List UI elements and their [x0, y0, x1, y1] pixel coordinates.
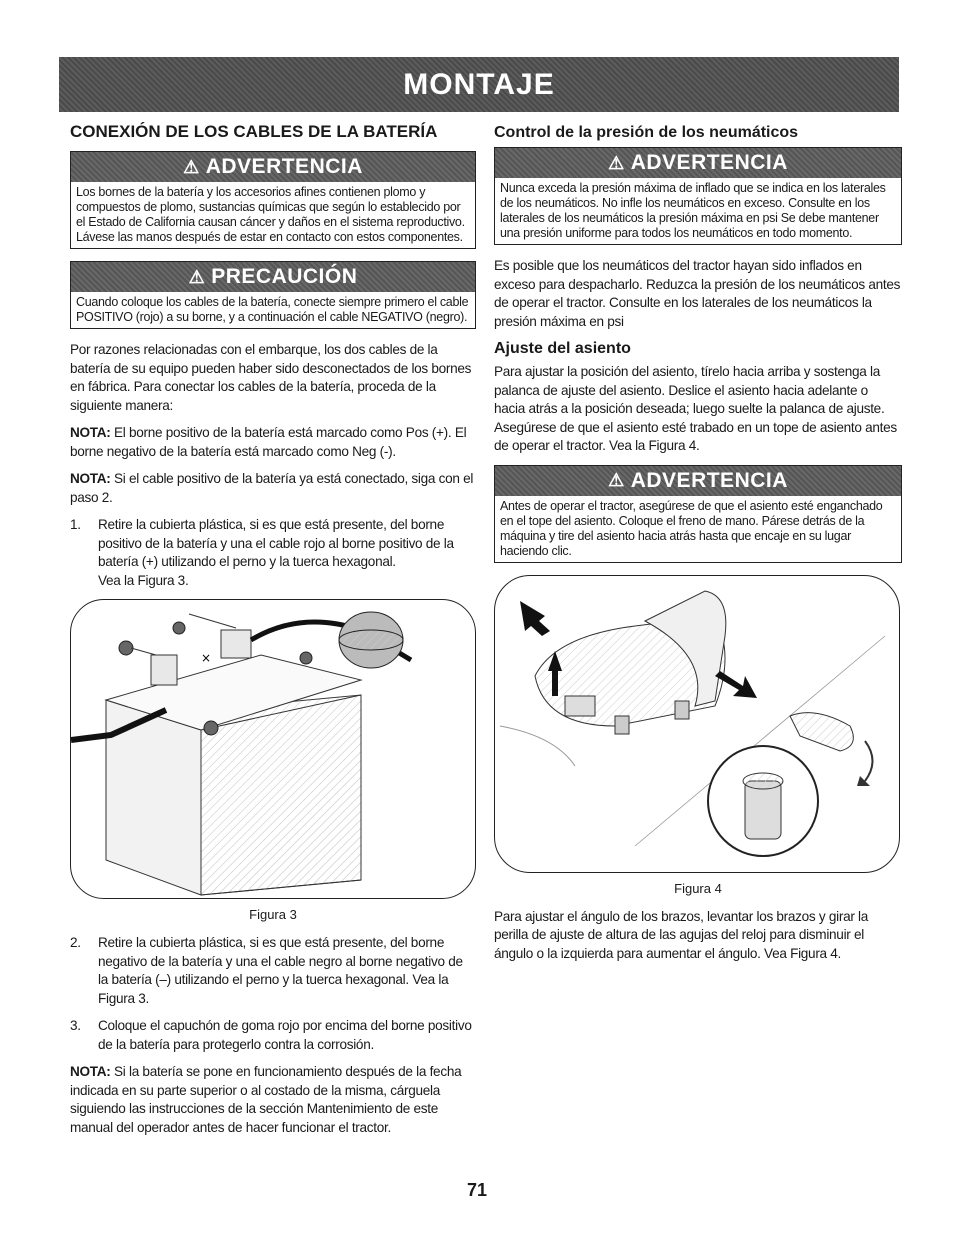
note-2: [70, 470, 476, 507]
figure-3-battery: [70, 599, 476, 899]
note-3: [70, 1063, 476, 1137]
arm-text: Para ajustar el ángulo de los brazos, levantar los brazos y girar la perilla de ajuste de altura de las agujas del reloj para disminuir el ángulo o la izquierda para aumentar el ángulo. Vea Figura 4.: [494, 908, 869, 961]
step-number: 3.: [70, 1018, 81, 1033]
caution-text: Cuando coloque los cables de la batería, conecte siempre primero el cable POSITIVO (rojo) a su borne, y a continuación el cable NEGATIVO (negro).: [76, 295, 469, 324]
warning-triangle-icon: ⚠: [608, 152, 625, 173]
seat-warning-box: [494, 465, 902, 563]
battery-illustration: [71, 600, 475, 898]
warning-title: ADVERTENCIA: [630, 151, 788, 174]
figure-minus-mark: ×: [201, 651, 212, 665]
step-2: [70, 934, 476, 1008]
note-label: NOTA:: [70, 425, 111, 440]
warning-triangle-icon: ⚠: [608, 470, 625, 490]
step-text: Coloque el capuchón de goma rojo por encima del borne positivo de la batería para protegerlo contra la corrosión.: [98, 1018, 472, 1052]
step-3: [70, 1017, 476, 1054]
arrow-back-icon: [520, 601, 550, 636]
figure-4-caption: Figura 4: [674, 880, 722, 896]
warning-header: [495, 148, 901, 178]
battery-heading: CONEXIÓN DE LOS CABLES DE LA BATERÍA: [70, 122, 438, 141]
tire-text: Es posible que los neumáticos del tractor hayan sido inflados en exceso para despacharlo. Reduzca la presión de los neumáticos antes de operar el tractor. Consulte en los laterales de los neumáticos la presión máxima en psi: [494, 258, 901, 329]
caution-title: PRECAUCIÓN: [211, 265, 358, 288]
step-1: [70, 516, 476, 590]
figure-3-caption: Figura 3: [249, 907, 297, 922]
warning-triangle-icon: ⚠: [188, 266, 206, 287]
warning-header: [495, 466, 901, 496]
warning-title: ADVERTENCIA: [630, 468, 788, 492]
adjust-knob: [745, 781, 781, 839]
right-column: [494, 122, 902, 972]
note-1: [70, 424, 476, 461]
warning-text: Antes de operar el tractor, asegúrese de que el asiento esté enganchado en el tope del asiento. Coloque el freno de mano. Párese detrás de la máquina y tire del asiento hacia atrás hasta que encaje en su lugar haciendo clic.: [500, 498, 883, 558]
rotate-arrow-icon: [865, 741, 873, 781]
note-text: El borne positivo de la batería está marcado como Pos (+). El borne negativo de la batería está marcado como Neg (-).: [70, 425, 467, 459]
seat-text: Para ajustar la posición del asiento, tírelo hacia arriba y sostenga la palanca de ajuste del asiento. Deslice el asiento hacia adelante o hacia atrás a la posición deseada; luego suelte la palanca de ajuste. Asegúrese de que el asiento esté trabado en un tope de asiento antes de operar el tractor. Vea la Figura 4.: [494, 364, 897, 453]
note-label: NOTA:: [70, 1064, 111, 1079]
warning-header: [71, 152, 475, 182]
step-text: Retire la cubierta plástica, si es que está presente, del borne positivo de la batería y una el cable rojo al borne positivo de la batería (+) utilizando el perno y la tuerca hexagonal.: [98, 517, 454, 569]
step-number: 2.: [70, 935, 81, 950]
caution-header: [71, 262, 475, 292]
battery-intro: Por razones relacionadas con el embarque, los dos cables de la batería de su equipo pueden haber sido desconectados de los bornes en fábrica. Para conectar los cables de la batería, proceda de la siguiente manera:: [70, 342, 472, 413]
note-text: Si el cable positivo de la batería ya está conectado, siga con el paso 2.: [70, 471, 474, 505]
warning-text: Los bornes de la batería y los accesorios afines contienen plomo y compuestos de plomo, sustancias químicas que según lo establecido por el Estado de California causan cáncer y daños en el sistema reproductivo. Lávese las manos después de estar en contacto con estos componentes.: [76, 185, 465, 244]
page-number: 71: [466, 1180, 488, 1200]
tire-warning-box: [494, 147, 902, 245]
step-text: Retire la cubierta plástica, si es que está presente, del borne negativo de la batería y una el cable negro al borne negativo de la batería (–) utilizando el perno y la tuerca hexagonal. Vea la Figura 3.: [98, 935, 463, 1006]
positive-terminal: [221, 630, 251, 658]
step-number: 1.: [70, 517, 81, 532]
section-title: MONTAJE: [403, 67, 555, 101]
left-column: [70, 122, 476, 1146]
note-label: NOTA:: [70, 471, 111, 486]
caution-box: [70, 261, 476, 329]
seat-heading: Ajuste del asiento: [494, 340, 631, 357]
warning-triangle-icon: ⚠: [183, 156, 200, 177]
figure-4-seat: [494, 575, 900, 873]
warning-text: Nunca exceda la presión máxima de inflado que se indica en los laterales de los neumáticos. No infle los neumáticos en exceso. Consulte en los laterales de los neumáticos la presión máxima en psi Se debe mantener una presión uniforme para todos los neumáticos en todo momento.: [500, 181, 886, 240]
negative-terminal: [151, 655, 177, 685]
note-text: Si la batería se pone en funcionamiento después de la fecha indicada en su parte superior o al costado de la misma, cárguela siguiendo las instrucciones de la sección Mantenimiento de este manual del operador antes de hacer funcionar el tractor.: [70, 1064, 462, 1135]
section-banner: [59, 57, 899, 112]
hand-lever: [790, 712, 853, 750]
warning-title: ADVERTENCIA: [205, 155, 363, 178]
battery-warning-box: [70, 151, 476, 249]
tire-heading: Control de la presión de los neumáticos: [494, 124, 799, 141]
seat-illustration: [495, 576, 899, 872]
step-ref: Vea la Figura 3.: [98, 572, 189, 588]
